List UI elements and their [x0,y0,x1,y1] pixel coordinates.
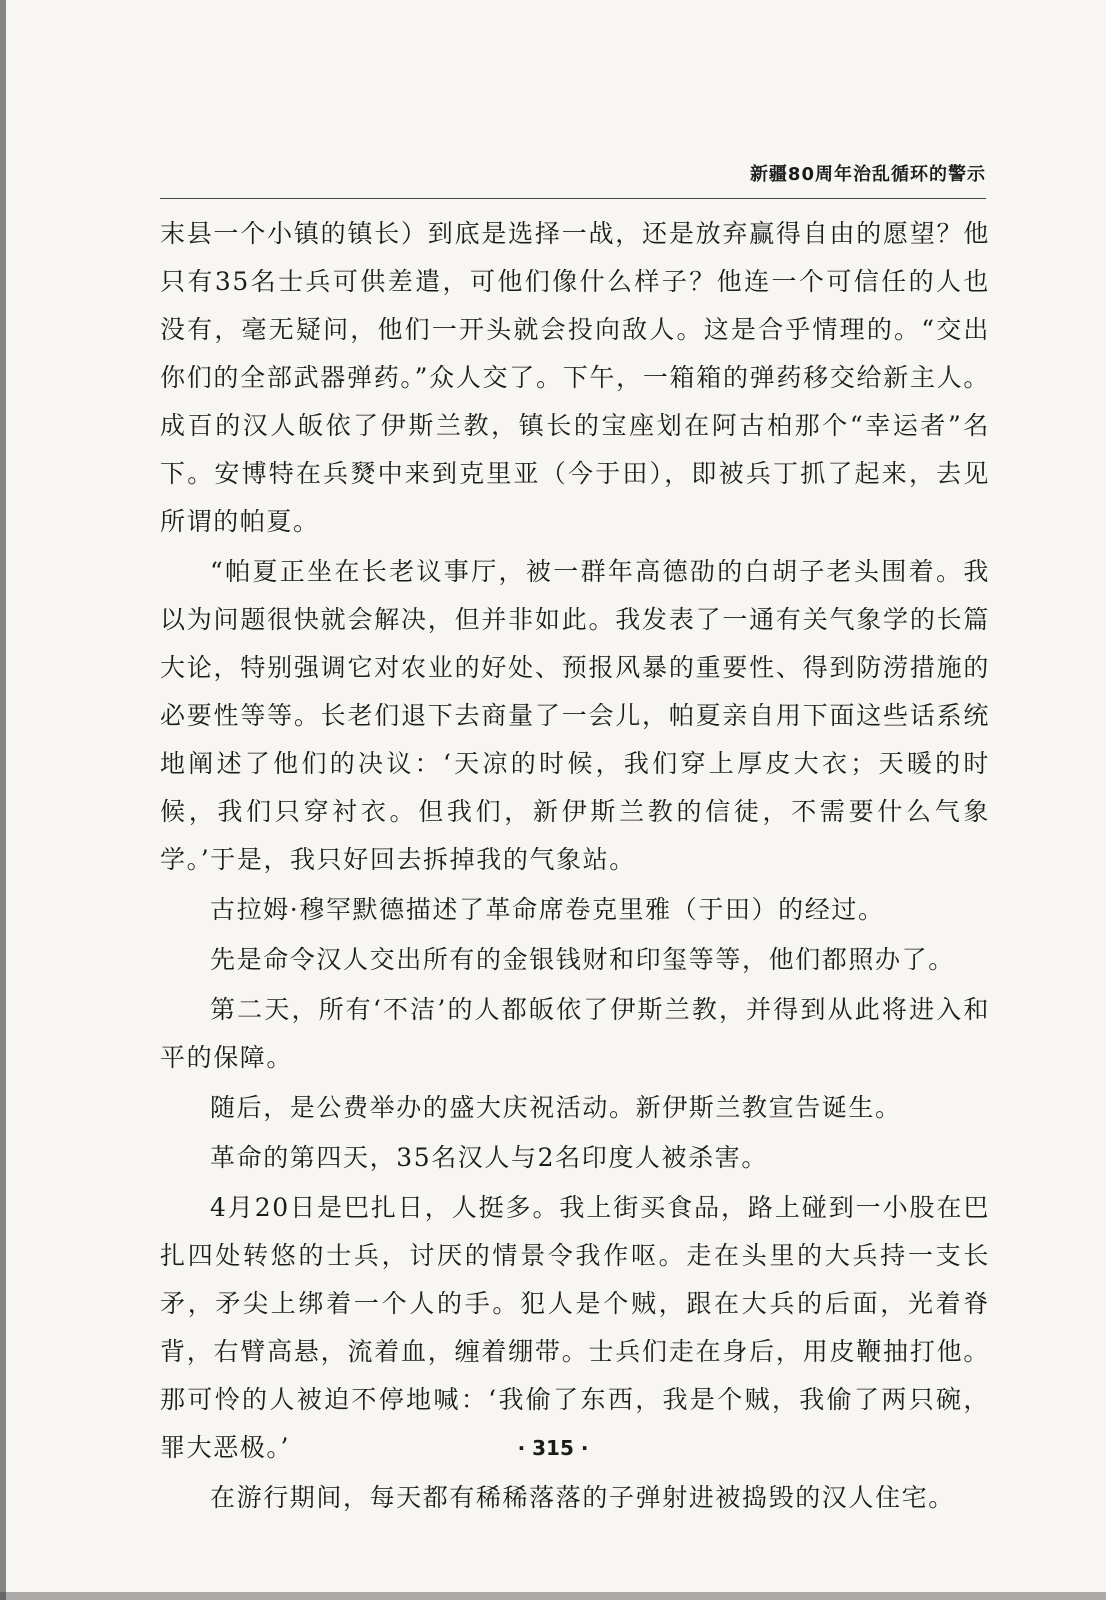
page-number: · 315 · [517,1436,589,1460]
paragraph: 在游行期间，每天都有稀稀落落的子弹射进被捣毁的汉人住宅。 [210,1483,955,1512]
scan-shadow-left [0,0,6,1600]
paragraph: 第二天，所有‘不洁’的人都皈依了伊斯兰教，并得到从此将进入和平的保障。 [160,995,990,1072]
paragraph: 末县一个小镇的镇长）到底是选择一战，还是放弃赢得自由的愿望？他只有35名士兵可供差遣，可他们像什么样子？他连一个可信任的人也没有，毫无疑问，他们一开头就会投向敌人。这是合乎情理的。“交出你们的全部武器弹药。”众人交了。下午，一箱箱的弹药移交给新主人。成百的汉人皈依了伊斯兰教，镇长的宝座划在阿古柏那个“幸运者”名下。安博特在兵燹中来到克里亚（今于田），即被兵丁抓了起来，去见所谓的帕夏。 [160,219,990,536]
paragraph: 4月20日是巴扎日，人挺多。我上街买食品，路上碰到一小股在巴扎四处转悠的士兵，讨厌的情景令我作呕。走在头里的大兵持一支长矛，矛尖上绑着一个人的手。犯人是个贼，跟在大兵的后面，光着脊背，右臂高悬，流着血，缠着绷带。士兵们走在身后，用皮鞭抽打他。那可怜的人被迫不停地喊：‘我偷了东西，我是个贼，我偷了两只碗，罪大恶极。’ [160,1193,990,1462]
paragraph: 革命的第四天，35名汉人与2名印度人被杀害。 [210,1143,768,1172]
scan-shadow-bottom [0,1592,1106,1600]
paragraph: 先是命令汉人交出所有的金银钱财和印玺等等，他们都照办了。 [210,945,955,974]
running-header: 新疆80周年治乱循环的警示 [749,164,986,185]
body-text [160,210,990,1524]
header-rule [160,198,986,199]
paragraph: 随后，是公费举办的盛大庆祝活动。新伊斯兰教宣告诞生。 [210,1093,902,1122]
paragraph: “帕夏正坐在长老议事厅，被一群年高德劭的白胡子老头围着。我以为问题很快就会解决，但并非如此。我发表了一通有关气象学的长篇大论，特别强调它对农业的好处、预报风暴的重要性、得到防涝措施的必要性等等。长老们退下去商量了一会儿，帕夏亲自用下面这些话系统地阐述了他们的决议：‘天凉的时候，我们穿上厚皮大衣；天暖的时候，我们只穿衬衣。但我们，新伊斯兰教的信徒，不需要什么气象学。’于是，我只好回去拆掉我的气象站。 [160,557,990,874]
paragraph: 古拉姆·穆罕默德描述了革命席卷克里雅（于田）的经过。 [210,895,885,924]
